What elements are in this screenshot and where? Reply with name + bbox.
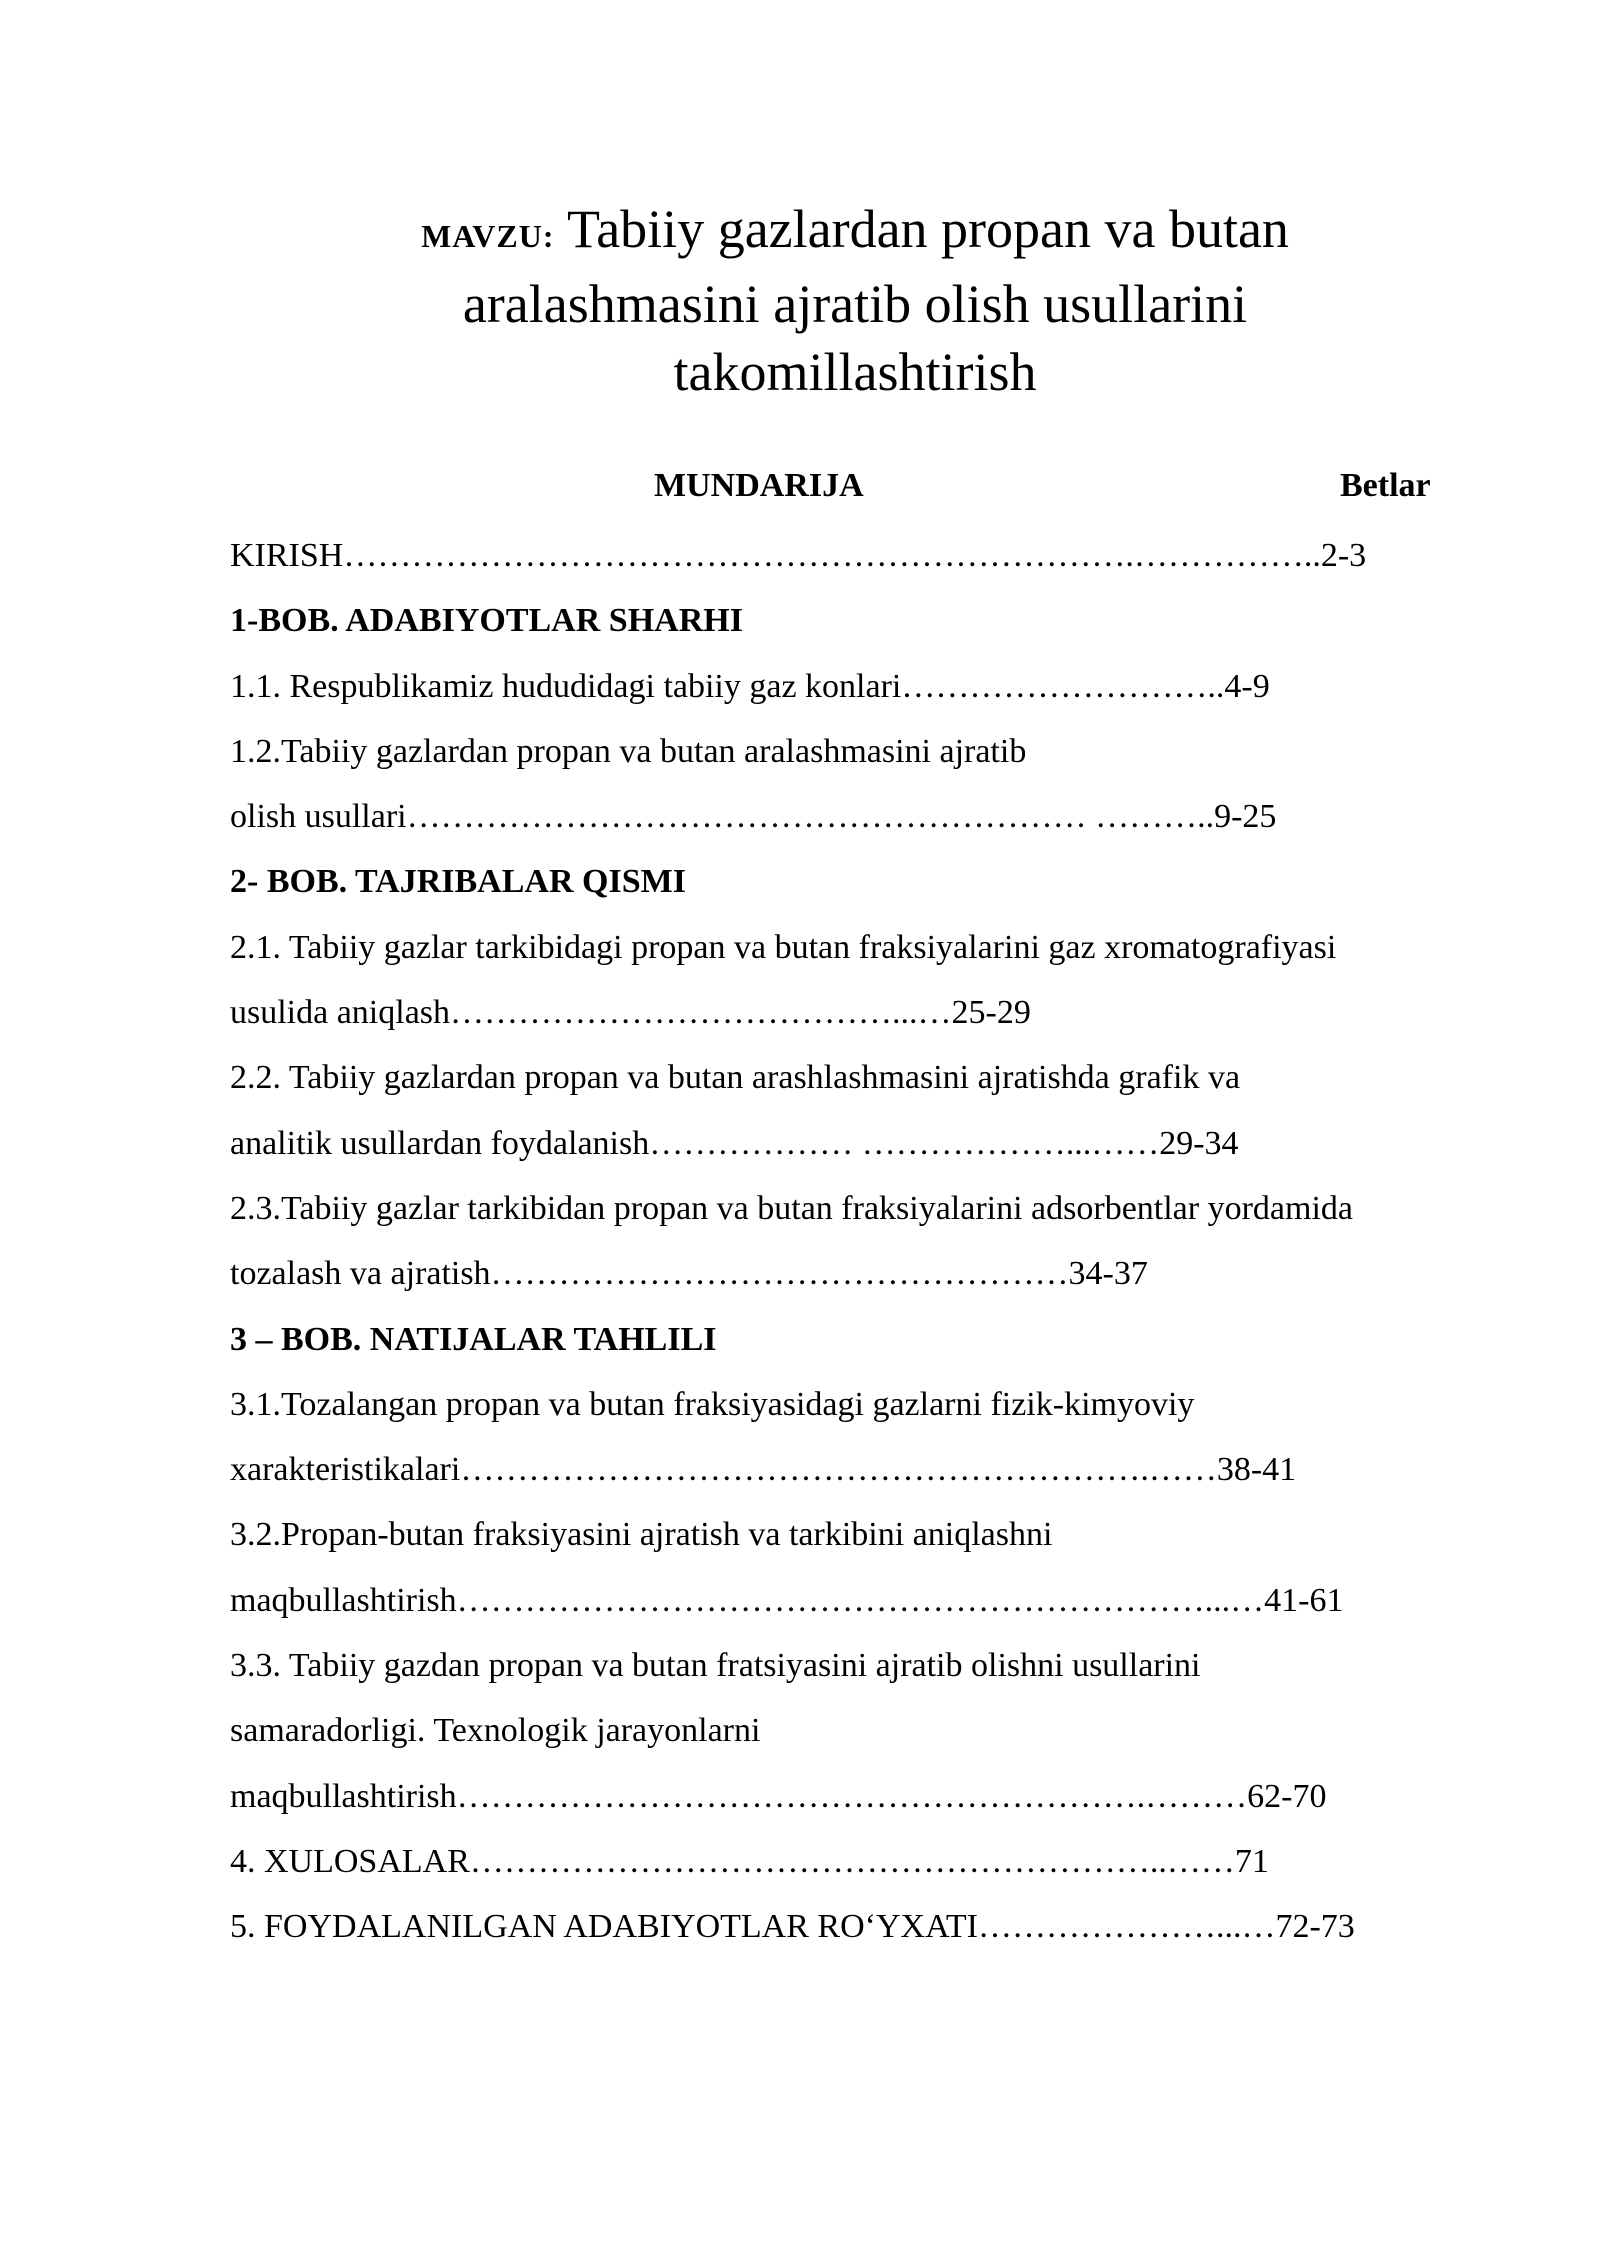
toc-line: usulida aniqlash…………………………………...…25-29 [230, 994, 1031, 1032]
title-text-1: Tabiiy gazlardan propan va butan [567, 199, 1289, 259]
toc-line: xarakteristikalari…………………………………………………….……38-41 [230, 1451, 1297, 1489]
title-line-3: takomillashtirish [673, 342, 1037, 402]
toc-line: 2.3.Tabiiy gazlar tarkibidan propan va butan fraksiyalarini adsorbentlar yordamida [230, 1189, 1353, 1227]
title-label: MAVZU: [421, 218, 555, 254]
toc-line: 3.2.Propan-butan fraksiyasini ajratish va tarkibini aniqlashni [230, 1516, 1053, 1554]
title-line-1 [330, 195, 1380, 270]
toc-line: samaradorligi. Texnologik jarayonlarni [230, 1712, 761, 1750]
toc-line: maqbullashtirish…………………………………………………….………62-70 [230, 1777, 1327, 1815]
toc-line: maqbullashtirish…………………………………………………………...…41-61 [230, 1581, 1344, 1619]
toc-line: 2- BOB. TAJRIBALAR QISMI [230, 863, 686, 901]
title-line-2: aralashmasini ajratib olish usullarini [462, 274, 1248, 334]
toc-line: 2.2. Tabiiy gazlardan propan va butan arashlashmasini ajratishda grafik va [230, 1059, 1241, 1097]
toc-line: 2.1. Tabiiy gazlar tarkibidagi propan va butan fraksiyalarini gaz xromatografiyasi [230, 928, 1337, 966]
toc-heading: MUNDARIJA [654, 467, 864, 504]
table-of-contents [230, 523, 1530, 1960]
toc-pages-label: Betlar [1340, 467, 1431, 504]
toc-line: 1.2.Tabiiy gazlardan propan va butan aralashmasini ajratib [230, 732, 1027, 770]
toc-line: 3.3. Tabiiy gazdan propan va butan fratsiyasini ajratib olishni usullarini [230, 1647, 1201, 1685]
toc-line: olish usullari…………………………………………………… ………..9-25 [230, 798, 1277, 836]
toc-line: tozalash va ajratish……………………………………………34-37 [230, 1255, 1148, 1293]
toc-line: 5. FOYDALANILGAN ADABIYOTLAR RO‘YXATI…………………...…72-73 [230, 1908, 1355, 1946]
toc-line: 1-BOB. ADABIYOTLAR SHARHI [230, 602, 743, 640]
toc-line: KIRISH…………………………………………………………….……………..2-3 [230, 537, 1367, 574]
toc-line: 3 – BOB. NATIJALAR TAHLILI [230, 1320, 717, 1358]
toc-line: 3.1.Tozalangan propan va butan fraksiyasidagi gazlarni fizik-kimyoviy [230, 1385, 1195, 1423]
toc-line: 1.1. Respublikamiz hududidagi tabiiy gaz konlari………………………..4-9 [230, 667, 1270, 705]
toc-line: 4. XULOSALAR……………………………………………………..……71 [230, 1842, 1269, 1880]
title-block [330, 195, 1380, 406]
toc-line: analitik usullardan foydalanish……………… ………………...……29-34 [230, 1124, 1239, 1162]
